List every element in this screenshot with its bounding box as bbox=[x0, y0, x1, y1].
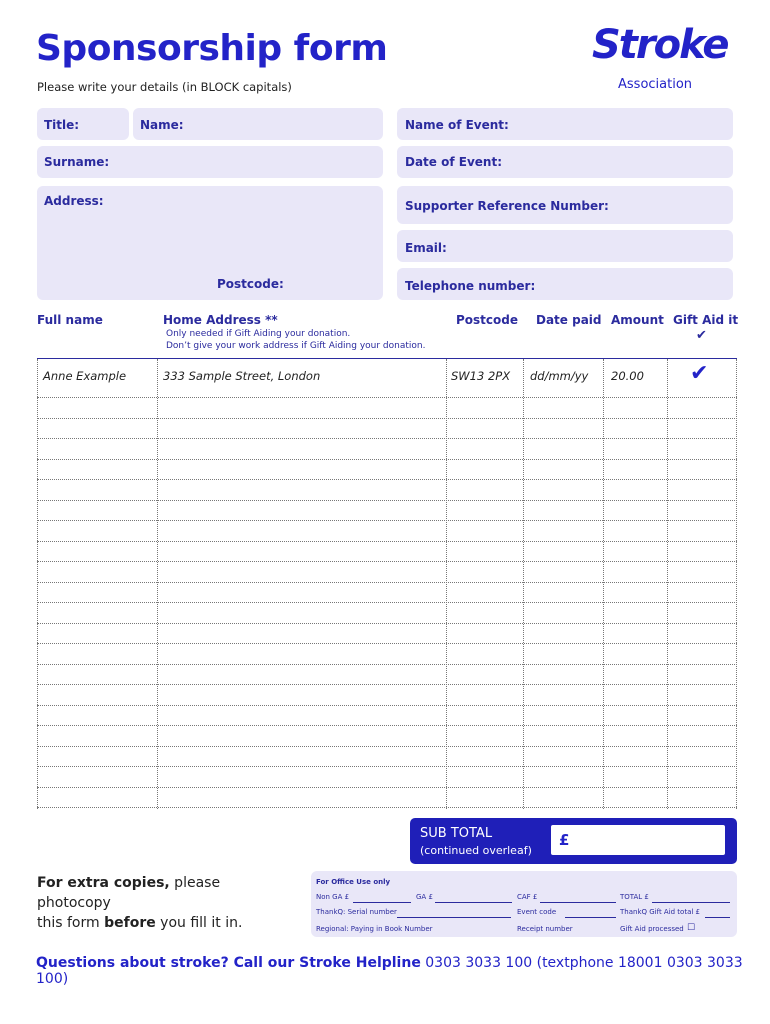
office-gift-aid-processed: Gift Aid processed bbox=[620, 925, 684, 933]
table-row-line bbox=[37, 787, 737, 788]
office-total: TOTAL £ bbox=[620, 893, 649, 901]
office-thankq-serial: ThankQ: Serial number bbox=[316, 908, 397, 916]
event-name-label: Name of Event: bbox=[405, 118, 509, 132]
subtotal-currency: £ bbox=[559, 831, 570, 849]
table-row-line bbox=[37, 705, 737, 706]
donations-table bbox=[37, 358, 737, 808]
office-thankq-gift-aid-total: ThankQ Gift Aid total £ bbox=[620, 908, 700, 916]
example-date-paid: dd/mm/yy bbox=[530, 369, 589, 383]
gift-aid-header-tick-icon: ✔ bbox=[696, 328, 707, 343]
col-header-date-paid: Date paid bbox=[536, 313, 602, 327]
table-row-line bbox=[37, 746, 737, 747]
table-row-line bbox=[37, 459, 737, 460]
home-address-note-2: Don’t give your work address if Gift Aiding your donation. bbox=[166, 341, 426, 351]
extra-copies-note bbox=[37, 873, 297, 933]
example-full-name: Anne Example bbox=[43, 369, 127, 383]
example-postcode: SW13 2PX bbox=[451, 369, 511, 383]
name-label: Name: bbox=[140, 118, 184, 132]
example-amount: 20.00 bbox=[611, 369, 644, 383]
table-row-line bbox=[37, 438, 737, 439]
extra-copies-bold2: before bbox=[104, 915, 156, 931]
table-row-line bbox=[37, 541, 737, 542]
subtotal-sublabel: (continued overleaf) bbox=[420, 844, 532, 857]
col-header-home-address: Home Address ** bbox=[163, 313, 278, 327]
event-date-label: Date of Event: bbox=[405, 155, 502, 169]
office-non-ga: Non GA £ bbox=[316, 893, 350, 901]
col-header-gift-aid: Gift Aid it bbox=[673, 313, 739, 327]
office-regional: Regional: Paying in Book Number bbox=[316, 925, 433, 933]
office-checkbox-icon[interactable]: ☐ bbox=[687, 923, 696, 933]
table-row-line bbox=[37, 418, 737, 419]
office-event-code: Event code bbox=[517, 908, 557, 916]
table-row-line bbox=[37, 725, 737, 726]
email-field[interactable] bbox=[397, 230, 733, 262]
office-use-panel bbox=[311, 871, 737, 937]
table-row-line bbox=[37, 766, 737, 767]
table-row-line bbox=[37, 623, 737, 624]
email-label: Email: bbox=[405, 241, 447, 255]
home-address-note-1: Only needed if Gift Aiding your donation. bbox=[166, 329, 351, 339]
office-caf: CAF £ bbox=[517, 893, 538, 901]
extra-copies-bold1: For extra copies, bbox=[37, 875, 170, 891]
office-ga: GA £ bbox=[416, 893, 433, 901]
col-header-amount: Amount bbox=[611, 313, 664, 327]
col-header-postcode: Postcode bbox=[456, 313, 519, 327]
supporter-ref-label: Supporter Reference Number: bbox=[405, 199, 609, 213]
stroke-logo-association: Association bbox=[618, 77, 693, 92]
address-label: Address: bbox=[44, 194, 104, 208]
office-heading: For Office Use only bbox=[316, 878, 391, 886]
title-label: Title: bbox=[44, 118, 80, 132]
helpline-question: Questions about stroke? Call our Stroke Helpline bbox=[36, 955, 421, 971]
table-row-line bbox=[37, 684, 737, 685]
table-row-line bbox=[37, 500, 737, 501]
office-receipt-number: Receipt number bbox=[517, 925, 573, 933]
form-title: Sponsorship form bbox=[36, 28, 388, 69]
postcode-label: Postcode: bbox=[217, 277, 284, 291]
table-row-line bbox=[37, 807, 737, 808]
form-subtitle: Please write your details (in BLOCK capitals) bbox=[37, 80, 292, 94]
table-row-line bbox=[37, 582, 737, 583]
surname-label: Surname: bbox=[44, 155, 110, 169]
example-home-address: 333 Sample Street, London bbox=[163, 369, 321, 383]
table-row-line bbox=[37, 397, 737, 398]
extra-copies-text1: please photocopy bbox=[37, 875, 221, 911]
telephone-label: Telephone number: bbox=[405, 279, 536, 293]
stroke-logo: Stroke bbox=[592, 22, 728, 68]
table-row-line bbox=[37, 479, 737, 480]
table-row-line bbox=[37, 643, 737, 644]
col-header-full-name: Full name bbox=[37, 313, 103, 327]
table-row-line bbox=[37, 520, 737, 521]
table-row-line bbox=[37, 602, 737, 603]
subtotal-label: SUB TOTAL bbox=[420, 826, 493, 841]
table-row-line bbox=[37, 664, 737, 665]
example-gift-aid-tick-icon: ✔ bbox=[690, 361, 709, 386]
extra-copies-text3: you fill it in. bbox=[155, 915, 243, 931]
helpline-text bbox=[36, 955, 770, 987]
helpline-number: 0303 3033 100 (textphone 18001 0303 3033 100) bbox=[36, 955, 743, 987]
table-row-line bbox=[37, 561, 737, 562]
extra-copies-text2: this form bbox=[37, 915, 105, 931]
subtotal-field[interactable] bbox=[551, 825, 725, 855]
